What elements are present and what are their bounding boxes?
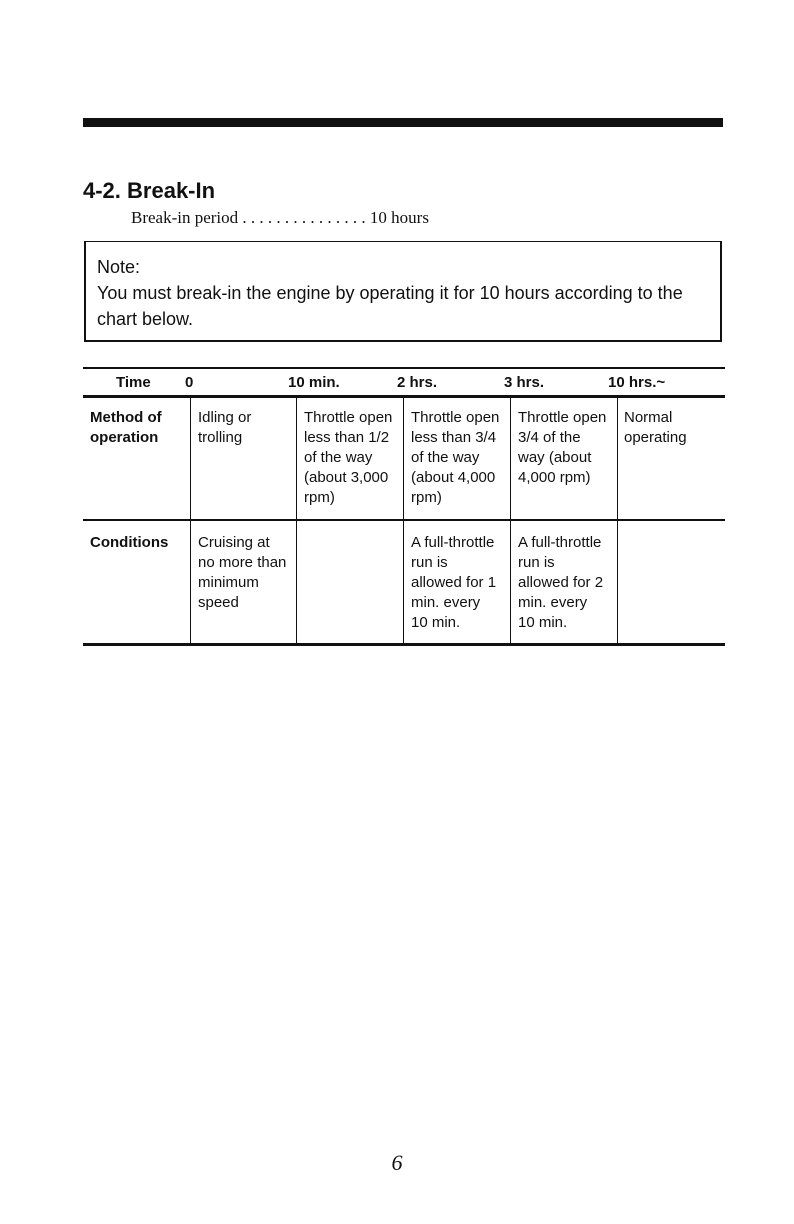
section-title: 4-2. Break-In (83, 178, 216, 203)
row-label-line: Method of (90, 409, 162, 426)
chart-bottom-rule (83, 643, 725, 646)
time-header: Time (116, 374, 151, 391)
top-rule (83, 118, 723, 127)
time-mark-3hrs: 3 hrs. (504, 374, 545, 391)
break-in-period: Break-in period . . . . . . . . . . . . . . . 10 hours (131, 208, 429, 227)
chart-header-rule (83, 395, 725, 398)
note-text: You must break-in the engine by operating it for 10 hours according to the chart below. (97, 283, 683, 329)
chart-row-divider (83, 519, 725, 521)
conditions-cell-2-3hrs: A full-throttle run is allowed for 1 min. every 10 min. (411, 534, 497, 631)
time-mark-0: 0 (185, 374, 194, 391)
break-in-chart (83, 367, 725, 647)
conditions-cell-cruising: Cruising at no more than minimum speed (198, 534, 287, 611)
row-label-line: Conditions (90, 534, 169, 551)
page-number: 6 (391, 1150, 403, 1175)
method-cell-after-10hrs: Normal operating (624, 409, 687, 446)
row-label-conditions (90, 533, 190, 553)
note-label: Note: (97, 257, 141, 277)
method-cell-idling: Idling or trolling (198, 409, 252, 446)
conditions-cell-3-10hrs: A full-throttle run is allowed for 2 min. every 10 min. (518, 534, 604, 631)
method-cell-2-3hrs: Throttle open less than 3/4 of the way (about 4,000 rpm) (411, 409, 500, 506)
row-label-line: operation (90, 429, 159, 446)
method-cell-10min-2hrs: Throttle open less than 1/2 of the way (about 3,000 rpm) (304, 409, 393, 506)
time-mark-10hrs: 10 hrs.~ (608, 374, 666, 391)
time-mark-10min: 10 min. (288, 374, 340, 391)
note-box (84, 241, 722, 342)
column-divider (190, 398, 191, 644)
time-mark-2hrs: 2 hrs. (397, 374, 438, 391)
method-cell-3-10hrs: Throttle open 3/4 of the way (about 4,000 rpm) (518, 409, 607, 486)
row-label-method (90, 408, 190, 448)
chart-top-rule (83, 367, 725, 369)
